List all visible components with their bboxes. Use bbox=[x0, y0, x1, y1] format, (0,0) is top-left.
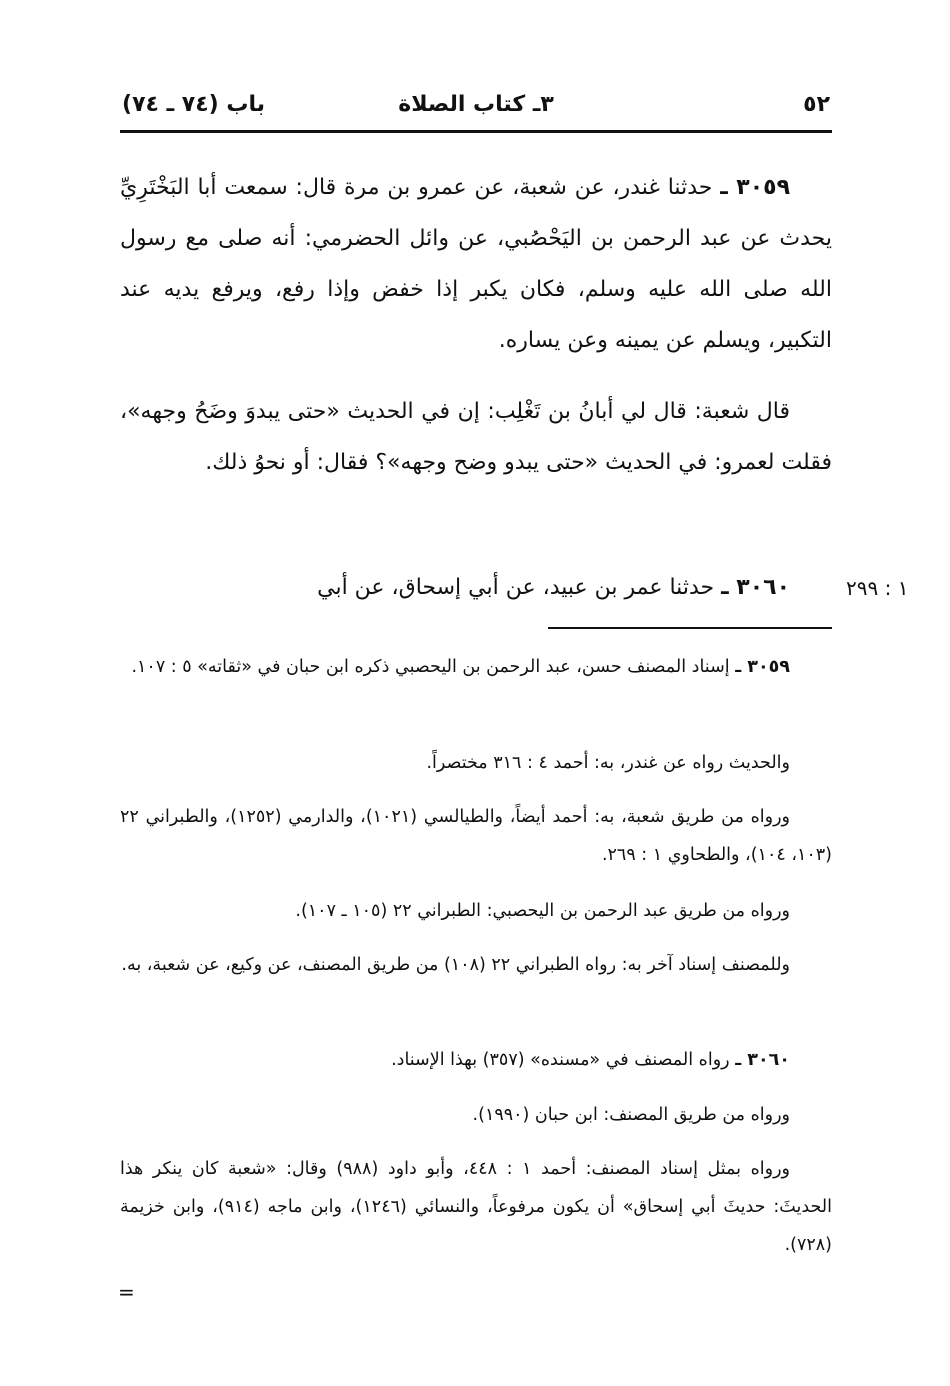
hadith-3060 bbox=[120, 562, 832, 613]
note-3059-text: إسناد المصنف حسن، عبد الرحمن بن اليحصبي ذكره ابن حبان في «ثقاته» ٥ : ١٠٧. bbox=[131, 657, 730, 677]
hadith-3060-number: ٣٠٦٠ ـ bbox=[721, 575, 790, 600]
continuation-mark: = bbox=[118, 1280, 135, 1304]
footnote-rule bbox=[548, 627, 832, 629]
note-paragraph: ورواه بمثل إسناد المصنف: أحمد ١ : ٤٤٨، وأبو داود (٩٨٨) وقال: «شعبة كان ينكر هذا الحديثَ: حديثَ أبي إسحاق» أن يكون مرفوعاً، والنسائي (١٢٤٦)، وابن ماجه (٩١٤)، وابن خزيمة (٧٢٨). bbox=[120, 1159, 832, 1255]
note-3059-p3 bbox=[120, 798, 832, 874]
note-paragraph: وللمصنف إسناد آخر به: رواه الطبراني ٢٢ (١٠٨) من طريق المصنف، عن وكيع، عن شعبة، به. bbox=[121, 955, 790, 975]
note-paragraph: ورواه من طريق شعبة، به: أحمد أيضاً، والطيالسي (١٠٢١)، والدارمي (١٢٥٢)، والطبراني ٢٢ (١٠٣، ١٠٤)، والطحاوي ١ : ٢٦٩. bbox=[120, 807, 832, 865]
chapter-label: باب (٧٤ ـ ٧٤) bbox=[122, 92, 265, 117]
book-title: ٣ـ كتاب الصلاة bbox=[398, 92, 554, 117]
page-number: ٥٢ bbox=[803, 92, 830, 117]
hadith-3059-paragraph bbox=[120, 162, 832, 366]
note-3060 bbox=[120, 1041, 832, 1079]
note-3060-p3 bbox=[120, 1150, 832, 1264]
note-3059-p5 bbox=[120, 946, 832, 984]
hadith-3059 bbox=[120, 162, 832, 366]
note-3059 bbox=[120, 648, 832, 686]
note-3059-p2 bbox=[120, 744, 832, 782]
note-3060-number: ٣٠٦٠ ـ bbox=[735, 1050, 790, 1070]
header-rule bbox=[120, 130, 832, 133]
page-header bbox=[120, 82, 832, 130]
note-3059-paragraph bbox=[120, 648, 832, 686]
note-3060-paragraph bbox=[120, 1041, 832, 1079]
note-paragraph: ورواه من طريق المصنف: ابن حبان (١٩٩٠). bbox=[472, 1105, 790, 1125]
hadith-3059-shuba bbox=[120, 386, 832, 488]
note-paragraph: ورواه من طريق عبد الرحمن بن اليحصبي: الطبراني ٢٢ (١٠٥ ـ ١٠٧). bbox=[295, 901, 790, 921]
hadith-3059-number: ٣٠٥٩ ـ bbox=[720, 175, 791, 200]
hadith-3059-text: حدثنا غندر، عن شعبة، عن عمرو بن مرة قال: سمعت أبا البَخْتَرِيِّ يحدث عن عبد الرحمن بن اليَحْصُبي، عن وائل الحضرمي: أنه صلى مع رسول الله صلى الله عليه وسلم، فكان يكبر إذا خفض وإذا رفع، ويرفع يديه عند التكبير، ويسلم عن يمينه وعن يساره. bbox=[120, 175, 832, 353]
hadith-3060-text: حدثنا عمر بن عبيد، عن أبي إسحاق، عن أبي bbox=[317, 575, 715, 600]
note-3059-p4 bbox=[120, 892, 832, 930]
note-3059-number: ٣٠٥٩ ـ bbox=[735, 657, 790, 677]
note-paragraph: والحديث رواه عن غندر، به: أحمد ٤ : ٣١٦ مختصراً. bbox=[426, 753, 790, 773]
shuba-paragraph: قال شعبة: قال لي أبانُ بن تَغْلِب: إن في الحديث «حتى يبدوَ وضَحُ وجهه»، فقلت لعمرو: في الحديث «حتى يبدو وضح وجهه»؟ فقال: أو نحوُ ذلك. bbox=[120, 399, 832, 475]
margin-reference: ١ : ٢٩٩ bbox=[846, 576, 909, 600]
note-3060-text: رواه المصنف في «مسنده» (٣٥٧) بهذا الإسناد. bbox=[391, 1050, 730, 1070]
hadith-3060-paragraph bbox=[120, 562, 832, 613]
note-3060-p2 bbox=[120, 1096, 832, 1134]
